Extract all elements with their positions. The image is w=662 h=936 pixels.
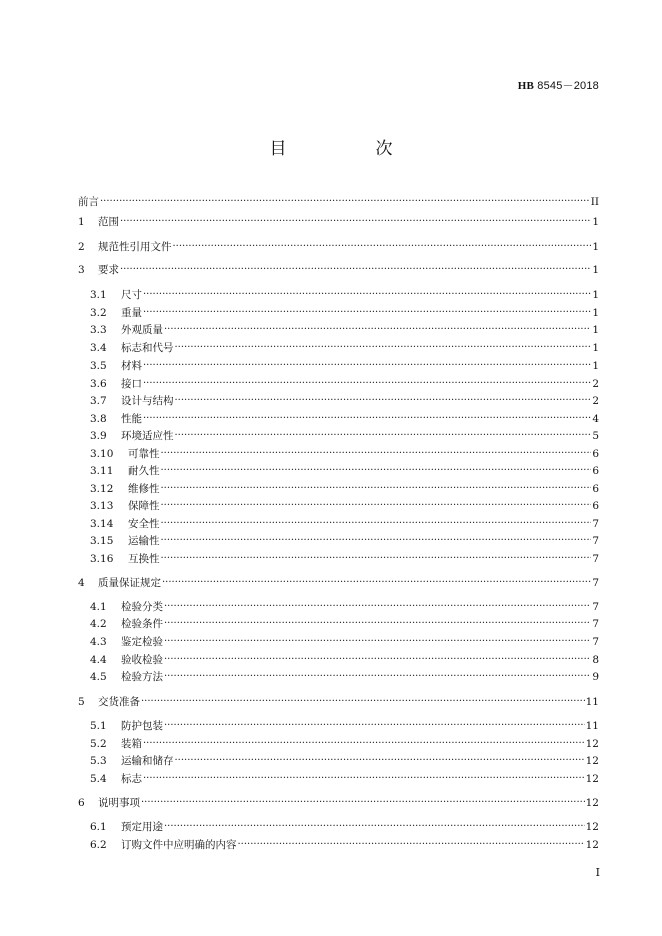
dot-leader	[161, 482, 592, 496]
toc-entry[interactable]	[90, 838, 599, 852]
dot-leader	[161, 447, 592, 461]
toc-entry[interactable]	[90, 552, 599, 566]
toc-entry-number: 5.2	[90, 738, 107, 750]
toc-entry-page: 7	[592, 636, 599, 648]
dot-leader	[164, 670, 591, 684]
toc-entry-page: 12	[585, 773, 599, 785]
dot-leader	[175, 754, 585, 768]
toc-entry[interactable]	[90, 464, 599, 478]
toc-entry-page: 1	[592, 216, 599, 228]
toc-entry[interactable]	[90, 670, 599, 684]
toc-entry-title: 要求	[98, 264, 119, 276]
dot-leader	[161, 499, 592, 513]
toc-entry-page: 11	[585, 720, 599, 732]
toc-entry-page: 12	[585, 821, 599, 833]
toc-entry[interactable]	[90, 447, 599, 461]
toc-entry-page: 7	[592, 601, 599, 613]
toc-entry-page: 1	[592, 360, 599, 372]
dot-leader	[175, 341, 592, 355]
toc-entry[interactable]	[90, 394, 599, 408]
toc-entry-number: 4.1	[90, 601, 107, 613]
toc-entry[interactable]	[90, 412, 599, 426]
toc-entry-page: 1	[592, 342, 599, 354]
page-number: I	[595, 866, 600, 879]
toc-entry-page: 5	[592, 430, 599, 442]
toc-entry-title: 预定用途	[121, 821, 163, 833]
toc-entry-page: 2	[592, 395, 599, 407]
toc-entry[interactable]	[90, 359, 599, 373]
toc-entry[interactable]	[90, 719, 599, 733]
standard-prefix: HB	[517, 80, 534, 92]
toc-entry-title: 交货准备	[98, 696, 140, 708]
toc-entry-number: 2	[78, 241, 85, 253]
toc-entry-page: 12	[585, 738, 599, 750]
toc-entry-number: 4.5	[90, 671, 107, 683]
toc-entry-title: 外观质量	[121, 324, 163, 336]
toc-entry-title: 验收检验	[121, 654, 163, 666]
toc-entry-number: 3.6	[90, 378, 107, 390]
toc-entry-title: 质量保证规定	[98, 577, 161, 589]
toc-entry-number: 3.5	[90, 360, 107, 372]
toc-entry-number: 4.3	[90, 636, 107, 648]
toc-entry-title: 设计与结构	[121, 395, 174, 407]
toc-entry[interactable]	[90, 429, 599, 443]
toc-entry[interactable]	[78, 263, 599, 277]
toc-entry[interactable]	[90, 754, 599, 768]
toc-entry[interactable]	[90, 499, 599, 513]
dot-leader	[141, 695, 585, 709]
dot-leader	[175, 429, 592, 443]
toc-entry-page: 1	[592, 264, 599, 276]
document-code	[518, 77, 599, 93]
toc-entry-number: 6	[78, 797, 85, 809]
dot-leader	[164, 653, 591, 667]
toc-entry-number: 1	[78, 216, 85, 228]
toc-entry-number: 3.15	[90, 535, 114, 547]
toc-entry-title: 接口	[121, 378, 142, 390]
toc-entry-page: 12	[585, 755, 599, 767]
toc-entry-title: 维修性	[128, 483, 160, 495]
toc-entry-page: 7	[592, 518, 599, 530]
toc-entry-title: 范围	[98, 216, 119, 228]
dot-leader	[143, 412, 591, 426]
toc-entry-page: 12	[585, 839, 599, 851]
dot-leader	[238, 838, 585, 852]
toc-entry-page: 8	[592, 654, 599, 666]
dot-leader	[175, 394, 592, 408]
toc-entry-title: 鉴定检验	[121, 636, 163, 648]
toc-entry[interactable]	[78, 240, 599, 254]
toc-entry-title: 前言	[78, 196, 99, 208]
toc-entry-title: 保障性	[128, 500, 160, 512]
toc-entry-title: 运输和储存	[121, 755, 174, 767]
toc-entry-page: II	[590, 196, 599, 208]
toc-entry-page: 9	[592, 671, 599, 683]
toc-entry-number: 6.2	[90, 839, 107, 851]
toc-entry[interactable]	[90, 820, 599, 834]
toc-entry[interactable]	[90, 306, 599, 320]
toc-entry-title: 安全性	[128, 518, 160, 530]
toc-entry-number: 6.1	[90, 821, 107, 833]
dot-leader	[164, 635, 591, 649]
dot-leader	[143, 737, 585, 751]
toc-entry-page: 7	[592, 535, 599, 547]
toc-entry-page: 4	[592, 413, 599, 425]
toc-entry[interactable]	[90, 772, 599, 786]
toc-entry-number: 3.12	[90, 483, 114, 495]
toc-entry-number: 3.7	[90, 395, 107, 407]
dot-leader	[161, 534, 592, 548]
toc-entry-title: 运输性	[128, 535, 160, 547]
toc-entry-title: 材料	[121, 360, 142, 372]
toc-entry-page: 6	[592, 500, 599, 512]
toc-entry-title: 互换性	[128, 553, 160, 565]
toc-entry[interactable]	[78, 195, 599, 209]
toc-entry-title: 可靠性	[128, 448, 160, 460]
dot-leader	[162, 576, 591, 590]
toc-entry-title: 标志	[121, 773, 142, 785]
toc-entry-page: 7	[592, 618, 599, 630]
toc-entry[interactable]	[90, 653, 599, 667]
toc-entry-page: 6	[592, 483, 599, 495]
toc-entry-title: 检验方法	[121, 671, 163, 683]
toc-entry-page: 7	[592, 553, 599, 565]
toc-entry-number: 3.10	[90, 448, 114, 460]
toc-entry-number: 3.14	[90, 518, 114, 530]
dot-leader	[161, 552, 592, 566]
toc-entry-number: 4	[78, 577, 85, 589]
toc-entry-title: 装箱	[121, 738, 142, 750]
dot-leader	[161, 464, 592, 478]
dot-leader	[164, 820, 585, 834]
toc-entry-page: 2	[592, 378, 599, 390]
toc-entry-title: 标志和代号	[121, 342, 174, 354]
toc-entry-page: 6	[592, 465, 599, 477]
toc-entry[interactable]	[90, 323, 599, 337]
toc-entry-title: 防护包装	[121, 720, 163, 732]
toc-entry-number: 3.16	[90, 553, 114, 565]
toc-entry-number: 4.2	[90, 618, 107, 630]
toc-entry-number: 5.1	[90, 720, 107, 732]
toc-entry-title: 规范性引用文件	[98, 241, 172, 253]
toc-entry-number: 4.4	[90, 654, 107, 666]
toc-entry-page: 1	[592, 324, 599, 336]
toc-entry-title: 检验条件	[121, 618, 163, 630]
toc-entry-title: 耐久性	[128, 465, 160, 477]
page-title: 目 次	[269, 139, 429, 159]
toc-entry-page: 6	[592, 448, 599, 460]
toc-entry-number: 3.9	[90, 430, 107, 442]
toc-entry-page: 12	[585, 797, 599, 809]
toc-entry-number: 3	[78, 264, 85, 276]
toc-entry[interactable]	[78, 695, 599, 709]
dot-leader	[164, 323, 591, 337]
toc-entry-title: 订购文件中应明确的内容	[121, 839, 237, 851]
toc-entry-title: 说明事项	[98, 797, 140, 809]
toc-entry[interactable]	[90, 617, 599, 631]
dot-leader	[100, 195, 590, 209]
toc-entry-number: 3.2	[90, 307, 107, 319]
dot-leader	[164, 600, 591, 614]
toc-entry-page: 7	[592, 577, 599, 589]
toc-entry-title: 环境适应性	[121, 430, 174, 442]
dot-leader	[173, 240, 592, 254]
toc-entry-page: 11	[585, 696, 599, 708]
toc-entry[interactable]	[90, 482, 599, 496]
toc-entry-number: 3.4	[90, 342, 107, 354]
toc-entry[interactable]	[78, 796, 599, 810]
toc-entry-title: 重量	[121, 307, 142, 319]
toc-entry[interactable]	[90, 288, 599, 302]
dot-leader	[161, 517, 592, 531]
toc-entry[interactable]	[90, 377, 599, 391]
toc-entry-number: 3.3	[90, 324, 107, 336]
dot-leader	[164, 719, 585, 733]
toc-entry-number: 3.8	[90, 413, 107, 425]
dot-leader	[120, 215, 591, 229]
dot-leader	[143, 377, 591, 391]
toc-entry-title: 尺寸	[121, 289, 142, 301]
toc-entry[interactable]	[78, 215, 599, 229]
dot-leader	[143, 359, 591, 373]
toc-entry-number: 3.13	[90, 500, 114, 512]
toc-entry-page: 1	[592, 241, 599, 253]
toc-entry-number: 5.4	[90, 773, 107, 785]
dot-leader	[143, 772, 585, 786]
toc-entry[interactable]	[90, 635, 599, 649]
dot-leader	[141, 796, 585, 810]
dot-leader	[143, 288, 591, 302]
toc-entry-number: 3.11	[90, 465, 114, 477]
dot-leader	[164, 617, 591, 631]
toc-entry-title: 检验分类	[121, 601, 163, 613]
toc-entry[interactable]	[90, 341, 599, 355]
toc-entry-number: 3.1	[90, 289, 107, 301]
dot-leader	[120, 263, 591, 277]
toc-entry[interactable]	[90, 534, 599, 548]
toc-entry-number: 5.3	[90, 755, 107, 767]
toc-entry[interactable]	[90, 737, 599, 751]
toc-entry-page: 1	[592, 307, 599, 319]
standard-number: 8545－2018	[537, 80, 599, 92]
toc-entry[interactable]	[90, 517, 599, 531]
toc-entry-title: 性能	[121, 413, 142, 425]
dot-leader	[143, 306, 591, 320]
toc-entry-number: 5	[78, 696, 85, 708]
toc-entry[interactable]	[90, 600, 599, 614]
toc-entry[interactable]	[78, 576, 599, 590]
toc-entry-page: 1	[592, 289, 599, 301]
